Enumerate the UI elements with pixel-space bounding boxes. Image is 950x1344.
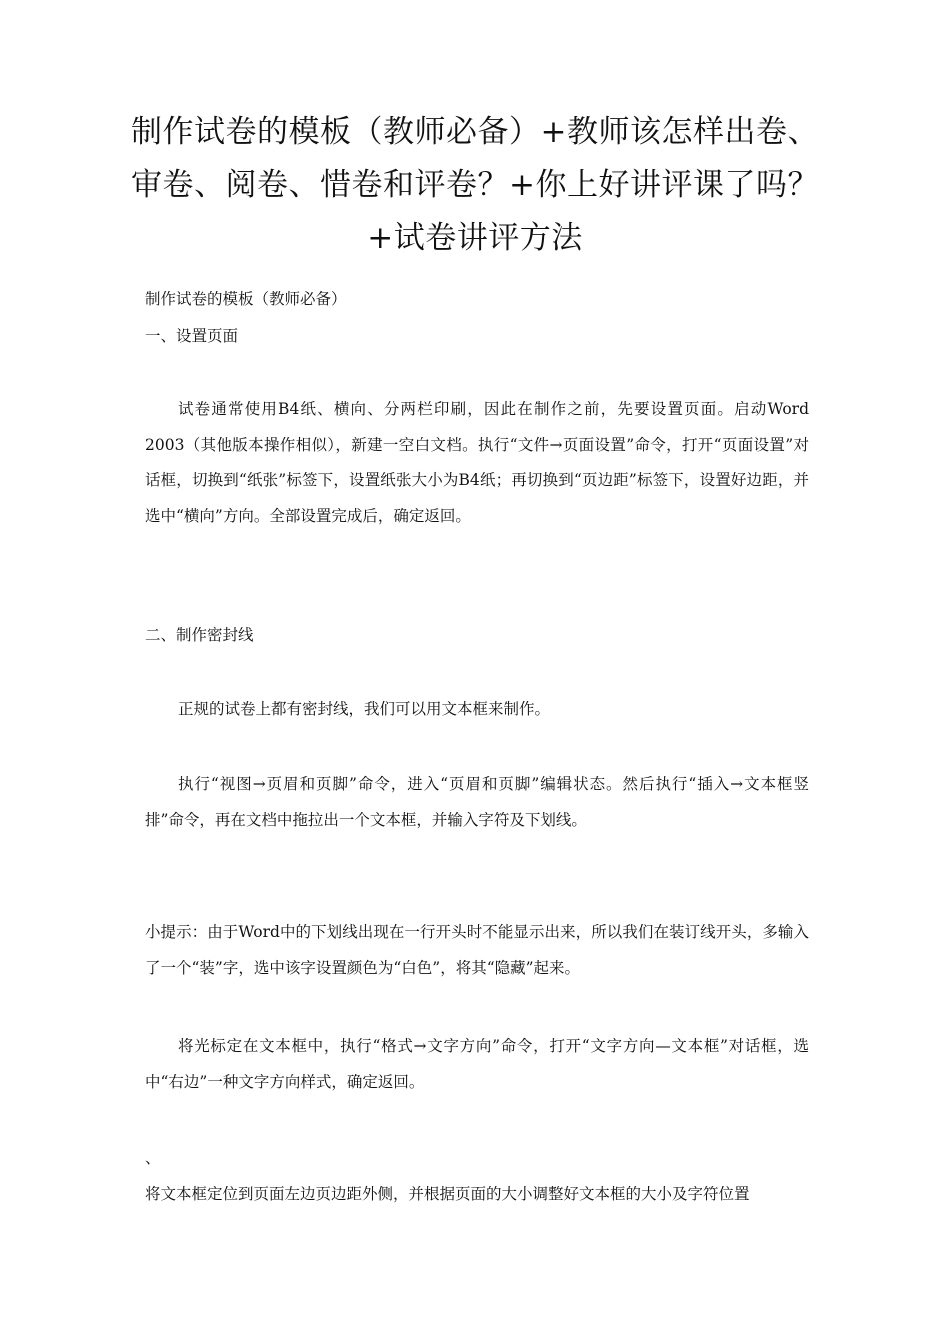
- paragraph-page-setup: 试卷通常使用B4纸、横向、分两栏印刷，因此在制作之前，先要设置页面。启动Word 2003（其他版本操作相似），新建一空白文档。执行“文件→页面设置”命令，打开“页面设置”对话框，切换到“纸张”标签下，设置纸张大小为B4纸；再切换到“页边距”标签下，设置好边距，并选中“横向”方向。全部设置完成后，确定返回。: [145, 400, 809, 525]
- paragraph-seal-line-intro: 正规的试卷上都有密封线，我们可以用文本框来制作。: [178, 700, 551, 718]
- document-subtitle: 制作试卷的模板（教师必备）: [145, 290, 347, 308]
- paragraph-text-direction: 将光标定在文本框中，执行“格式→文字方向”命令，打开“文字方向—文本框”对话框，选中“右边”一种文字方向样式，确定返回。: [145, 1037, 809, 1091]
- section-heading-seal-line: 二、制作密封线: [145, 626, 254, 644]
- paragraph-header-footer: 执行“视图→页眉和页脚”命令，进入“页眉和页脚”编辑状态。然后执行“插入→文本框竖排”命令，再在文档中拖拉出一个文本框，并输入字符及下划线。: [145, 775, 809, 829]
- paragraph-tip: 小提示：由于Word中的下划线出现在一行开头时不能显示出来，所以我们在装订线开头，多输入了一个“装”字，选中该字设置颜色为“白色”，将其“隐藏”起来。: [145, 923, 809, 977]
- stray-punctuation-mark: 、: [145, 1149, 161, 1167]
- document-title: 制作试卷的模板（教师必备）+教师该怎样出卷、审卷、阅卷、惜卷和评卷？+你上好讲评课了吗？+试卷讲评方法: [131, 114, 819, 256]
- paragraph-textbox-position: 将文本框定位到页面左边页边距外侧，并根据页面的大小调整好文本框的大小及字符位置: [145, 1185, 750, 1203]
- section-heading-page-setup: 一、设置页面: [145, 327, 239, 345]
